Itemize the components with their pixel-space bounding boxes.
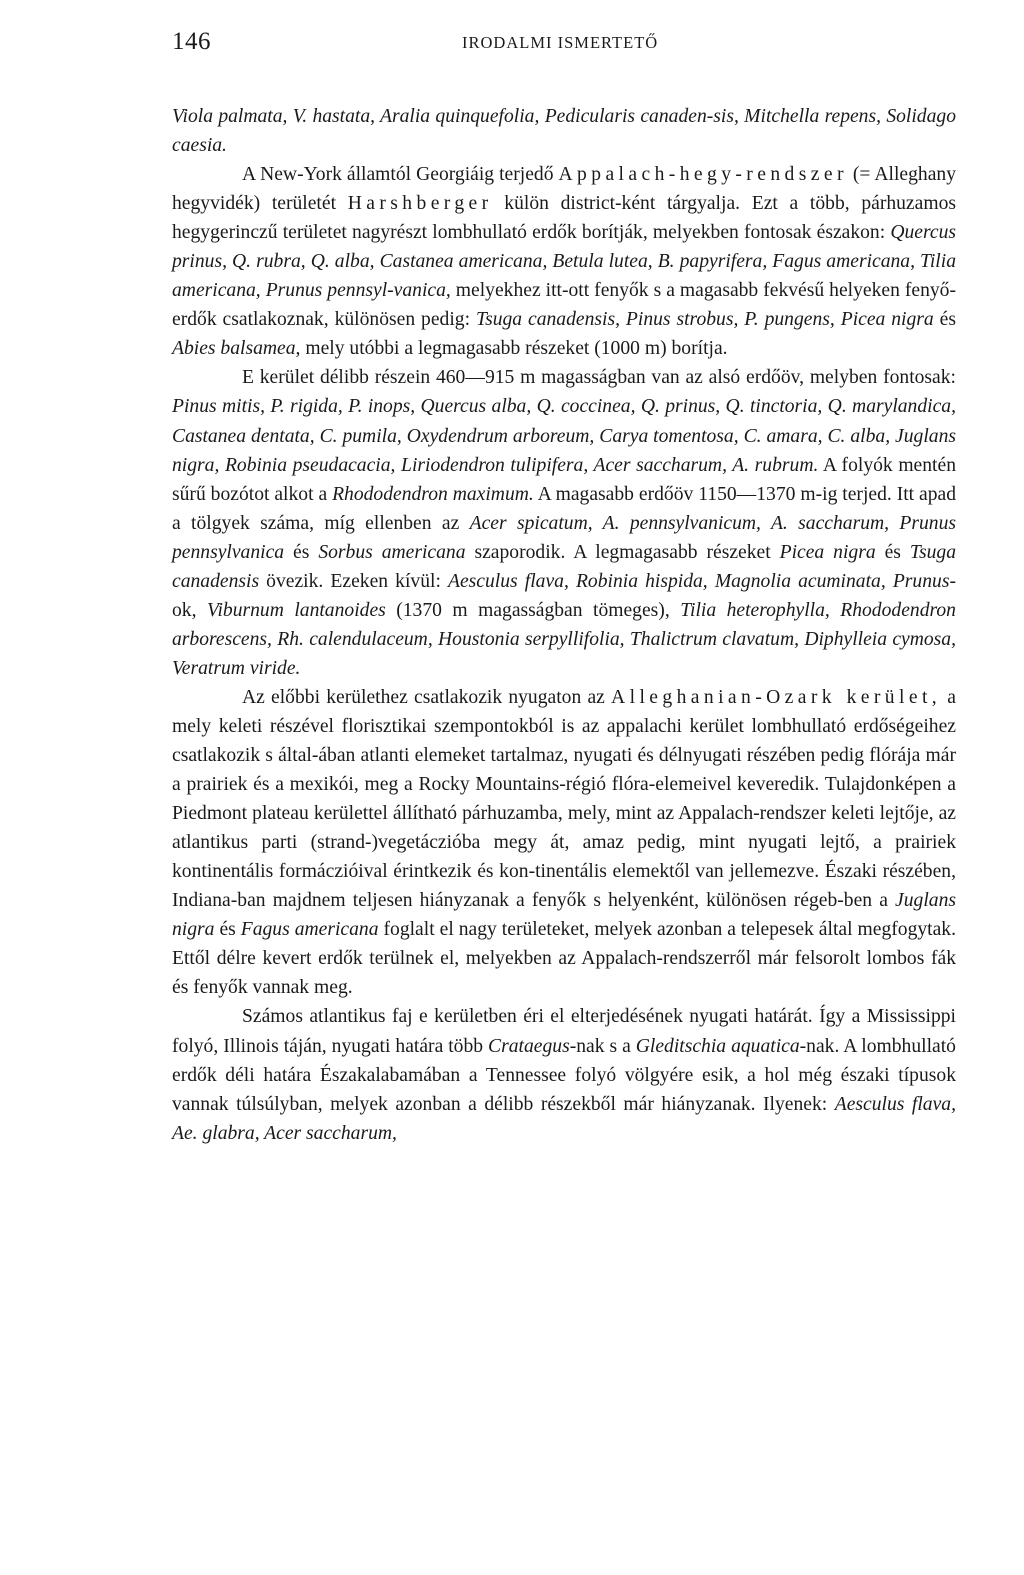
italic-run: Tsuga canadensis	[172, 541, 957, 592]
text-run: mely utóbbi a legmagasabb részeket (1000 m) borítja.	[300, 338, 728, 360]
italic-run: Viola palmata, V. hastata, Aralia quinquefolia, Pedicularis canaden-sis, Mitchella repens, Solidago caesia.	[172, 106, 956, 157]
italic-run: Rhododendron maximum.	[332, 483, 534, 505]
italic-run: Picea nigra	[779, 541, 876, 563]
italic-run: Crataegus	[488, 1035, 570, 1057]
italic-run: Juglans nigra	[172, 890, 956, 941]
paragraph	[172, 102, 956, 160]
text-run: Számos atlantikus faj e kerületben éri el elterjedésének nyugati határát. Így a Mississippi folyó, Illinois táján, nyugati határa több	[172, 1006, 956, 1057]
text-run: -nak s a	[569, 1035, 636, 1057]
text-run: (1370 m magasságban tömeges),	[385, 599, 681, 621]
text-run: (= Alleghany hegyvidék) területét	[172, 164, 956, 215]
text-run: A New-York államtól Georgiáig terjedő	[242, 164, 559, 186]
italic-run: Fagus americana	[240, 919, 379, 941]
text-run: és	[284, 541, 319, 563]
text-run: -ok,	[172, 570, 956, 621]
text-run: E kerület délibb részein 460—915 m magasságban van az alsó erdőöv, melyben fontosak:	[242, 367, 956, 389]
italic-run: Quercus prinus, Q. rubra, Q. alba, Castanea americana, Betula lutea, B. papyrifera, Fagus americana, Tilia americana, Prunus pennsyl-vanica,	[172, 222, 956, 302]
text-run: övezik. Ezeken kívül:	[259, 570, 449, 592]
paragraph	[172, 160, 956, 363]
running-head	[172, 22, 956, 66]
book-page	[172, 22, 956, 1148]
italic-run: Aesculus flava, Robinia hispida, Magnolia acuminata, Prunus	[448, 570, 950, 592]
text-run: Az előbbi kerülethez csatlakozik nyugaton az	[242, 686, 612, 708]
text-run: külön district-ként tárgyalja. Ezt a több, párhuzamos hegygerinczű területet nagyrészt lombhullató erdők borítják, melyekben fontosak északon:	[172, 193, 956, 244]
text-run: melyekhez itt-ott fenyők s a magasabb fekvésű helyeken fenyő-erdők csatlakoznak, különösen pedig:	[172, 280, 956, 331]
text-run: szaporodik. A legmagasabb részeket	[465, 541, 780, 563]
page-number: 146	[172, 28, 211, 55]
italic-run: Sorbus americana	[318, 541, 466, 563]
text-run: a mely keleti részével florisztikai szempontokból is az appalachi kerület lombhullató erdőségeihez csatlakozik s által-ában atlanti elemeket tartalmaz, nyugati és délnyugati részében pedig flórája már a prairiek és a mexikói, meg a Rocky Mountains-régió flóra-elemeivel keveredik. Tulajdonképen a Piedmont plateau kerülettel állítható párhuzamba, mely, mint az Appalach-rendszer keleti lejtője, az atlantikus parti (strand-)vegetáczióba megy át, amaz pedig, mint nyugati lejtő, a prairiek kontinentális formáczióival érintkezik és kon-tinentális elemektől van jellemezve. Északi részében, Indiana-ban majdnem teljesen hiányzanak a fenyők s helyenként, különösen régeb-ben a	[172, 686, 956, 912]
italic-run: Abies balsamea,	[172, 338, 301, 360]
paragraph	[172, 1002, 956, 1147]
running-title: IRODALMI ISMERTETŐ	[462, 33, 659, 52]
italic-run: Acer spicatum, A. pennsylvanicum, A. saccharum, Prunus pennsylvanica	[172, 512, 956, 563]
italic-run: Tsuga canadensis, Pinus strobus, P. pungens, Picea nigra	[475, 309, 934, 331]
text-run: -nak. A lombhullató erdők déli határa Északalabamában a Tennessee folyó völgyére esik, a hol még északi típusok vannak túlsúlyban, melyek azonban a délibb részekből már hiányzanak. Ilyenek:	[172, 1035, 956, 1115]
text-run: és	[933, 309, 956, 331]
paragraph	[172, 363, 956, 683]
text-run: foglalt el nagy területeket, melyek azonban a telepesek által megfogytak. Ettől délre kevert erdők terülnek el, melyekben az Appalach-rendszerről már felsorolt lombos fák és fenyők vannak meg.	[172, 919, 956, 999]
body-text	[172, 102, 956, 1148]
italic-run: Aesculus flava, Ae. glabra, Acer saccharum,	[172, 1093, 956, 1144]
paragraph	[172, 683, 956, 1003]
spaced-run: Alleghanian-Ozark kerület,	[611, 686, 942, 708]
italic-run: Viburnum lantanoides	[206, 599, 386, 621]
text-run: és	[875, 541, 910, 563]
text-run: A magasabb erdőöv 1150—1370 m-ig terjed. Itt apad a tölgyek száma, míg ellenben az	[172, 483, 957, 534]
text-run: és	[214, 919, 241, 941]
italic-run: Tilia heterophylla, Rhododendron arborescens, Rh. calendulaceum, Houstonia serpyllifolia, Thalictrum clavatum, Diphylleia cymosa, Veratrum viride.	[172, 599, 956, 679]
italic-run: Pinus mitis, P. rigida, P. inops, Quercus alba, Q. coccinea, Q. prinus, Q. tinctoria, Q. marylandica, Castanea dentata, C. pumila, Oxydendrum arboreum, Carya tomentosa, C. amara, C. alba, Juglans nigra, Robinia pseudacacia, Liriodendron tulipifera, Acer saccharum, A. rubrum.	[172, 396, 956, 476]
spaced-run: Harshberger	[347, 193, 493, 215]
text-run: A folyók mentén sűrű bozótot alkot a	[172, 454, 956, 505]
italic-run: Gleditschia aquatica	[635, 1035, 800, 1057]
spaced-run: Appalach-hegy-rendszer	[558, 164, 848, 186]
